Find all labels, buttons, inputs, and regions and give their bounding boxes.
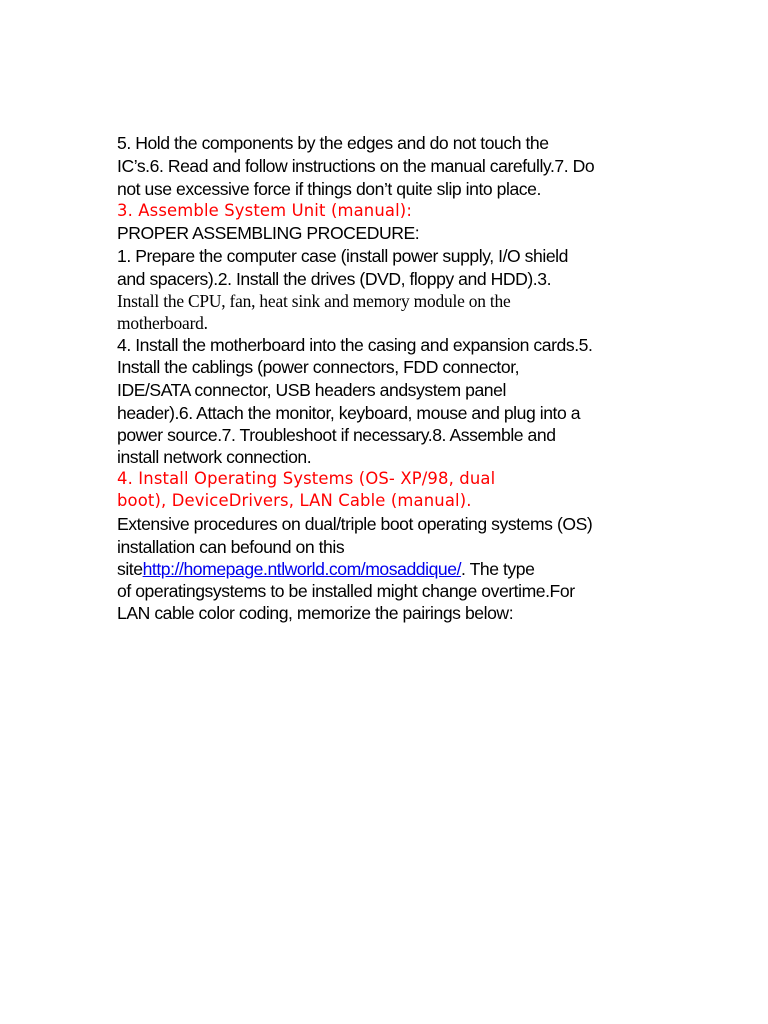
- section-heading: 3. Assemble System Unit (manual):: [117, 201, 412, 220]
- body-text-line: LAN cable color coding, memorize the pairings below:: [117, 603, 514, 623]
- section-heading: boot), DeviceDrivers, LAN Cable (manual).: [117, 491, 472, 510]
- body-text-line: Install the CPU, fan, heat sink and memory module on the: [117, 291, 511, 311]
- body-text-line: header).6. Attach the monitor, keyboard, mouse and plug into a: [117, 403, 581, 423]
- body-text-line: IC’s.6. Read and follow instructions on the manual carefully.7. Do: [117, 156, 595, 176]
- body-text-line: 5. Hold the components by the edges and do not touch the: [117, 133, 549, 153]
- body-text-line: 4. Install the motherboard into the casing and expansion cards.5.: [117, 335, 593, 355]
- body-text-line: 1. Prepare the computer case (install power supply, I/O shield: [117, 246, 568, 266]
- body-text-line: install network connection.: [117, 447, 312, 467]
- body-text-line: PROPER ASSEMBLING PROCEDURE:: [117, 223, 420, 243]
- site-suffix: . The type: [461, 559, 535, 579]
- body-text-line: and spacers).2. Install the drives (DVD, floppy and HDD).3.: [117, 269, 552, 289]
- body-text-line: not use excessive force if things don’t quite slip into place.: [117, 179, 541, 199]
- body-text-line: Extensive procedures on dual/triple boot operating systems (OS): [117, 514, 593, 534]
- homepage-link[interactable]: http://homepage.ntlworld.com/mosaddique/: [142, 559, 462, 579]
- site-link-line: [117, 558, 534, 580]
- body-text-line: IDE/SATA connector, USB headers andsystem panel: [117, 380, 506, 400]
- body-text-line: Install the cablings (power connectors, FDD connector,: [117, 357, 520, 377]
- site-prefix: site: [117, 559, 143, 579]
- body-text-line: of operatingsystems to be installed might change overtime.For: [117, 581, 575, 601]
- body-text-line: motherboard.: [117, 313, 208, 333]
- section-heading: 4. Install Operating Systems (OS- XP/98, dual: [117, 469, 496, 488]
- body-text-line: power source.7. Troubleshoot if necessary.8. Assemble and: [117, 425, 556, 445]
- body-text-line: installation can befound on this: [117, 537, 345, 557]
